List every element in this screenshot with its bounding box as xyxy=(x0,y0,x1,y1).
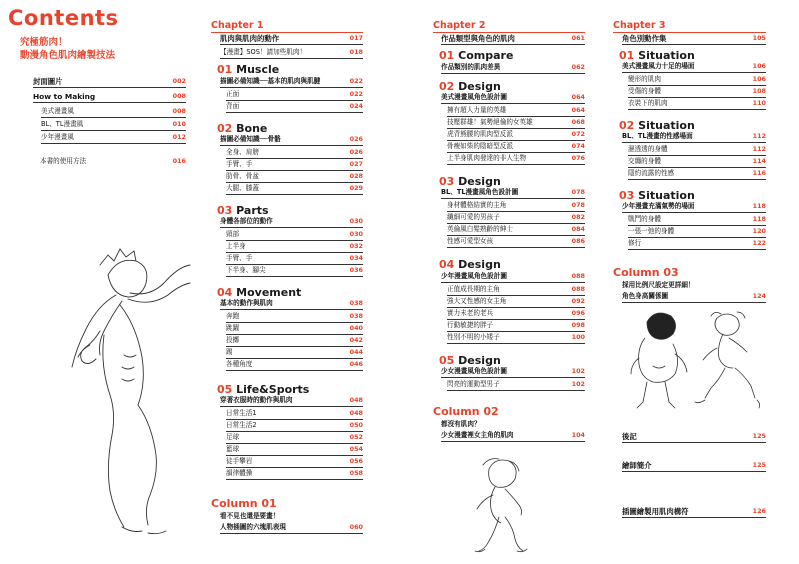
toc-entry[interactable]: 少年漫畫風 012 xyxy=(41,132,186,144)
section-heading: 03 Design xyxy=(439,175,501,188)
toc-entry[interactable]: 變形的肌肉 106 xyxy=(628,74,766,86)
toc-entry[interactable]: 行動敏捷的胖子 098 xyxy=(447,320,585,332)
toc-entry[interactable]: 背面 024 xyxy=(226,101,363,113)
toc-entry[interactable]: 虎背熊腰的肌肉型反派 072 xyxy=(447,129,585,141)
toc-entry[interactable]: 作品類型與角色的肌肉 061 xyxy=(441,34,585,43)
toc-entry[interactable]: 性別不明的小矮子 100 xyxy=(447,332,585,344)
running-girl-illustration xyxy=(465,455,535,555)
section-heading: 03 Parts xyxy=(217,204,269,217)
section-heading: 02 Design xyxy=(439,80,501,93)
toc-entry[interactable]: 少年漫畫風角色設計圖 088 xyxy=(441,271,585,283)
toc-entry[interactable]: 角色別動作集 105 xyxy=(622,34,766,43)
toc-entry[interactable]: 踢 044 xyxy=(226,347,363,359)
toc-entry[interactable]: 描圖必備知識──基本的肌肉與肌腱 022 xyxy=(220,76,363,88)
toc-entry[interactable]: How to Making 008 xyxy=(33,92,186,101)
toc-entry[interactable]: 衣裝下的肌肉 110 xyxy=(628,98,766,110)
section-heading: 04 Movement xyxy=(217,286,302,299)
toc-entry[interactable]: 交纏的身體 114 xyxy=(628,156,766,168)
toc-entry[interactable]: 基本的動作與肌肉 038 xyxy=(220,298,363,310)
toc-entry[interactable]: 性感可愛型女孩 086 xyxy=(447,236,585,248)
toc-entry[interactable]: 上半身 032 xyxy=(226,241,363,253)
toc-entry[interactable]: 骨瘦如柴的陰暗型反派 074 xyxy=(447,141,585,153)
running-figure-illustration xyxy=(60,235,200,545)
toc-entry[interactable]: 少女漫畫裡女主角的肌肉 104 xyxy=(441,430,585,442)
section-heading: 04 Design xyxy=(439,258,501,271)
section-heading: 02 Situation xyxy=(619,119,695,132)
toc-entry[interactable]: 濕透透的身體 112 xyxy=(628,144,766,156)
section-heading: 05 Design xyxy=(439,354,501,367)
toc-entry: 都沒有肌肉？ xyxy=(441,420,481,428)
toc-entry[interactable]: 籃球 054 xyxy=(226,444,363,456)
toc-entry[interactable]: 隱約流露的性感 116 xyxy=(628,168,766,180)
toc-entry[interactable]: 作品類別的肌肉差異 062 xyxy=(441,62,585,74)
toc-entry[interactable]: 足球 052 xyxy=(226,432,363,444)
section-heading: 01 Situation xyxy=(619,49,695,62)
toc-entry[interactable]: 奔跑 038 xyxy=(226,311,363,323)
toc-entry[interactable]: 繪師簡介 125 xyxy=(622,461,766,470)
toc-entry[interactable]: 本書的使用方法 016 xyxy=(40,157,186,165)
toc-entry[interactable]: 手臂、手 034 xyxy=(226,253,363,265)
toc-entry[interactable]: 手臂、手 027 xyxy=(226,159,363,171)
toc-entry[interactable]: 各種角度 046 xyxy=(226,359,363,371)
page-title: Contents xyxy=(8,6,119,30)
toc-entry[interactable]: 肋骨、骨盆 028 xyxy=(226,171,363,183)
toc-entry[interactable]: 投擲 042 xyxy=(226,335,363,347)
toc-entry[interactable]: 角色身高關係圖 124 xyxy=(622,291,766,303)
toc-entry[interactable]: 插圖繪製用肌肉構符 126 xyxy=(622,507,766,516)
toc-entry[interactable]: 技壓群雄！氣勢絕倫的女英雄 068 xyxy=(447,117,585,129)
toc-entry: 採用比例尺設定更詳細！ xyxy=(622,281,695,289)
toc-entry[interactable]: BL、TL漫畫風 010 xyxy=(41,119,186,131)
toc-entry[interactable]: 修行 122 xyxy=(628,238,766,250)
toc-entry[interactable]: 韻律體操 058 xyxy=(226,468,363,480)
toc-entry: 看不見也還是要畫！ xyxy=(220,512,280,520)
toc-entry[interactable]: BL、TL漫畫風角色設計圖 078 xyxy=(441,187,585,199)
column-02-heading: Column 02 xyxy=(433,405,499,418)
toc-entry[interactable]: 穿著衣服時的動作與肌肉 048 xyxy=(220,395,363,407)
section-heading: 02 Bone xyxy=(217,122,268,135)
character-height-illustration xyxy=(625,308,765,413)
column-03-heading: Column 03 xyxy=(613,266,679,279)
toc-entry[interactable]: 【漫畫】SOS！請加些肌肉！ 018 xyxy=(220,47,363,59)
chapter-3-label: Chapter 3 xyxy=(613,20,666,31)
toc-entry[interactable]: 後記 125 xyxy=(622,432,766,441)
toc-entry[interactable]: 身材體格結實的主角 078 xyxy=(447,200,585,212)
toc-entry[interactable]: 封面圖片 002 xyxy=(33,77,186,86)
toc-entry[interactable]: 人物插圖的六塊肌表現 060 xyxy=(220,522,363,534)
toc-entry[interactable]: BL、TL漫畫的性感場面 112 xyxy=(622,131,766,143)
toc-entry[interactable]: 頸部 030 xyxy=(226,229,363,241)
toc-entry[interactable]: 纖細可愛的男孩子 082 xyxy=(447,212,585,224)
toc-entry[interactable]: 正值成長期的主角 088 xyxy=(447,284,585,296)
toc-entry[interactable]: 日常生活1 048 xyxy=(226,408,363,420)
toc-entry[interactable]: 閃亮的運動型男子 102 xyxy=(447,379,585,391)
toc-entry[interactable]: 徒手攀岩 056 xyxy=(226,456,363,468)
toc-entry[interactable]: 美式漫畫風 008 xyxy=(41,106,186,118)
toc-entry[interactable]: 身體各部位的動作 030 xyxy=(220,216,363,228)
toc-entry[interactable]: 肌肉與肌肉的動作 017 xyxy=(220,34,363,43)
toc-entry[interactable]: 美式漫畫風角色設計圖 064 xyxy=(441,92,585,104)
toc-entry[interactable]: 正面 022 xyxy=(226,89,363,101)
chapter-1-label: Chapter 1 xyxy=(211,20,264,31)
subtitle-line1: 究極筋肉！ xyxy=(20,37,68,48)
toc-entry[interactable]: 少年漫畫充滿氣勢的場面 118 xyxy=(622,201,766,213)
column-01-heading: Column 01 xyxy=(211,497,277,510)
section-heading: 01 Muscle xyxy=(217,63,280,76)
toc-entry[interactable]: 一張一弛的身體 120 xyxy=(628,226,766,238)
toc-entry[interactable]: 美式漫畫風力十足的場面 106 xyxy=(622,61,766,73)
toc-entry[interactable]: 日常生活2 050 xyxy=(226,420,363,432)
section-heading: 01 Compare xyxy=(439,49,514,62)
toc-entry[interactable]: 下半身、腳尖 036 xyxy=(226,265,363,277)
toc-entry[interactable]: 戰鬥的身體 118 xyxy=(628,214,766,226)
toc-entry[interactable]: 少女漫畫風角色設計圖 102 xyxy=(441,366,585,378)
toc-entry[interactable]: 大腿、膝蓋 029 xyxy=(226,183,363,195)
section-heading: 05 Life&Sports xyxy=(217,383,310,396)
toc-entry[interactable]: 英倫風白髮熟齡的紳士 084 xyxy=(447,224,585,236)
toc-entry[interactable]: 受傷的身體 108 xyxy=(628,86,766,98)
section-heading: 03 Situation xyxy=(619,189,695,202)
toc-entry[interactable]: 實力未老的老兵 096 xyxy=(447,308,585,320)
toc-entry[interactable]: 擁有超人力量的英雄 064 xyxy=(447,105,585,117)
toc-entry[interactable]: 跳躍 040 xyxy=(226,323,363,335)
toc-entry[interactable]: 強大又性感的女主角 092 xyxy=(447,296,585,308)
toc-entry[interactable]: 上半身肌肉發達的非人生物 076 xyxy=(447,153,585,165)
chapter-2-label: Chapter 2 xyxy=(433,20,486,31)
toc-entry[interactable]: 描圖必備知識──骨骼 026 xyxy=(220,134,363,146)
toc-entry[interactable]: 全身、肩膀 026 xyxy=(226,147,363,159)
subtitle-line2: 動漫角色肌肉繪製技法 xyxy=(20,50,116,61)
